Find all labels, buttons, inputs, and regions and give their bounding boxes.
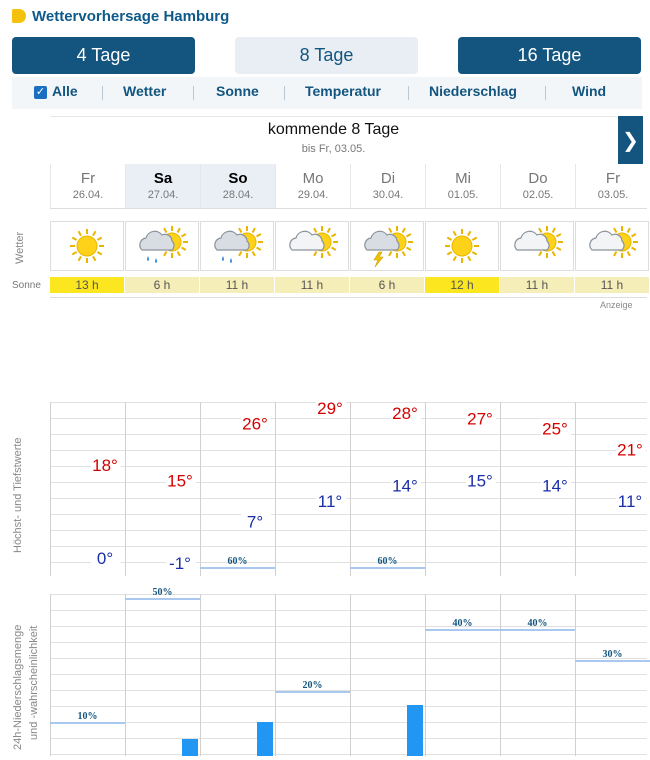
day-date: 27.04. [147, 189, 179, 201]
temp-max-value: 18° [92, 455, 118, 475]
sunshine-hours: 11 h [275, 277, 349, 293]
weather-cell[interactable] [125, 221, 199, 271]
filter-separator [284, 86, 285, 100]
sunshine-hours: 12 h [425, 277, 499, 293]
precip-probability-label: 60% [227, 556, 248, 567]
sunshine-hours: 6 h [125, 277, 199, 293]
divider [50, 208, 647, 209]
checkbox-icon[interactable]: ✓ [35, 86, 46, 98]
day-date: 01.05. [447, 189, 479, 201]
temp-min-value: -1° [169, 554, 191, 573]
filter-separator [193, 86, 194, 100]
precip-probability-label: 20% [302, 680, 323, 691]
day-name: Fr [80, 170, 96, 187]
sunshine-hours: 13 h [50, 277, 124, 293]
sun-icon [51, 222, 123, 270]
precip-amount-bar [182, 739, 198, 756]
precipitation-chart [50, 556, 647, 756]
precip-probability-label: 50% [152, 587, 173, 598]
sunshine-hours: 6 h [350, 277, 424, 293]
day-date: 30.04. [372, 189, 404, 201]
day-name: Mo [302, 170, 324, 187]
weather-cell[interactable] [50, 221, 124, 271]
sunshine-hours: 11 h [200, 277, 274, 293]
temperature-chart [50, 399, 647, 576]
temp-max-value: 26° [242, 414, 268, 434]
temp-chart-label: Höchst- und Tiefstwerte [12, 437, 24, 553]
page-title: Wettervorhersage Hamburg [32, 8, 230, 25]
day-date: 03.05. [597, 189, 629, 201]
day-name: Do [528, 170, 548, 187]
divider [50, 116, 617, 117]
day-column[interactable] [425, 164, 500, 208]
rain-cloud-sun-icon [126, 222, 198, 270]
precip-probability-label: 60% [377, 556, 398, 567]
day-date: 29.04. [297, 189, 329, 201]
weather-cell[interactable] [200, 221, 274, 271]
day-column[interactable] [50, 164, 125, 208]
temp-max-value: 29° [317, 399, 343, 418]
cloud-sun-icon [501, 222, 573, 270]
chevron-right-icon: ❯ [622, 129, 639, 152]
temp-min-value: 14° [392, 476, 418, 496]
temp-min-value: 11° [317, 492, 343, 511]
thunder-cloud-sun-icon [351, 222, 423, 270]
sunshine-hours: 11 h [575, 277, 649, 293]
day-name: Fr [605, 170, 621, 187]
weather-cell[interactable] [425, 221, 499, 271]
sun-row-label: Sonne [12, 280, 41, 291]
day-column[interactable] [500, 164, 575, 208]
precip-probability-label: 30% [602, 649, 623, 660]
temp-max-value: 25° [542, 419, 568, 439]
day-date: 26.04. [72, 189, 104, 201]
temp-min-value: 11° [617, 492, 643, 511]
tab-8-days[interactable]: 8 Tage [235, 37, 418, 74]
day-date: 28.04. [222, 189, 254, 201]
temp-max-value: 15° [167, 471, 193, 491]
filter-separator [545, 86, 546, 100]
precip-amount-bar [257, 722, 273, 756]
precip-amount-bar [407, 705, 423, 756]
rain-cloud-sun-icon [201, 222, 273, 270]
next-days-button[interactable] [618, 116, 643, 164]
day-name: Di [380, 170, 396, 187]
temp-max-value: 21° [617, 440, 643, 460]
filter-wetter[interactable]: Wetter [123, 83, 167, 99]
filter-wind[interactable]: Wind [572, 83, 607, 99]
temp-min-value: 0° [96, 548, 114, 568]
day-column[interactable] [200, 164, 275, 208]
day-name: Sa [153, 170, 173, 187]
day-date: 02.05. [522, 189, 554, 201]
temp-min-value: 15° [467, 471, 493, 491]
temp-max-value: 28° [392, 404, 418, 424]
day-column[interactable] [350, 164, 425, 208]
filter-separator [102, 86, 103, 100]
weather-cell[interactable] [350, 221, 424, 271]
filter-sonne[interactable]: Sonne [216, 83, 259, 99]
brand-logo-icon [12, 9, 26, 23]
precip-chart-label-1: 24h-Niederschlagsmenge [12, 624, 24, 750]
weather-cell[interactable] [275, 221, 349, 271]
forecast-subtitle: bis Fr, 03.05. [301, 143, 366, 155]
day-column[interactable] [275, 164, 350, 208]
tab-16-days[interactable]: 16 Tage [458, 37, 641, 74]
weather-cell[interactable] [500, 221, 574, 271]
precip-probability-label: 10% [77, 711, 98, 722]
sun-icon [426, 222, 498, 270]
day-name: Mi [455, 170, 471, 187]
day-name: So [228, 170, 248, 187]
cloud-sun-icon [276, 222, 348, 270]
cloud-sun-icon [576, 222, 648, 270]
precip-probability-label: 40% [452, 618, 473, 629]
weather-cell[interactable] [575, 221, 649, 271]
temp-max-value: 27° [467, 409, 493, 429]
ad-label: Anzeige [600, 300, 633, 310]
sunshine-hours: 11 h [500, 277, 574, 293]
tab-4-days[interactable]: 4 Tage [12, 37, 195, 74]
filter-all[interactable]: Alle [52, 83, 78, 99]
day-column[interactable] [125, 164, 200, 208]
divider [50, 297, 647, 298]
temp-min-value: 14° [542, 476, 568, 496]
precip-probability-label: 40% [527, 618, 548, 629]
weather-row-label: Wetter [14, 231, 26, 264]
precip-chart-label-2: und -wahrscheinlichkeit [28, 625, 40, 740]
filter-temperatur[interactable]: Temperatur [305, 83, 381, 99]
temp-min-value: 7° [246, 512, 264, 532]
filter-separator [408, 86, 409, 100]
forecast-title: kommende 8 Tage [267, 121, 400, 138]
day-column[interactable] [575, 164, 650, 208]
filter-niederschlag[interactable]: Niederschlag [429, 83, 517, 99]
